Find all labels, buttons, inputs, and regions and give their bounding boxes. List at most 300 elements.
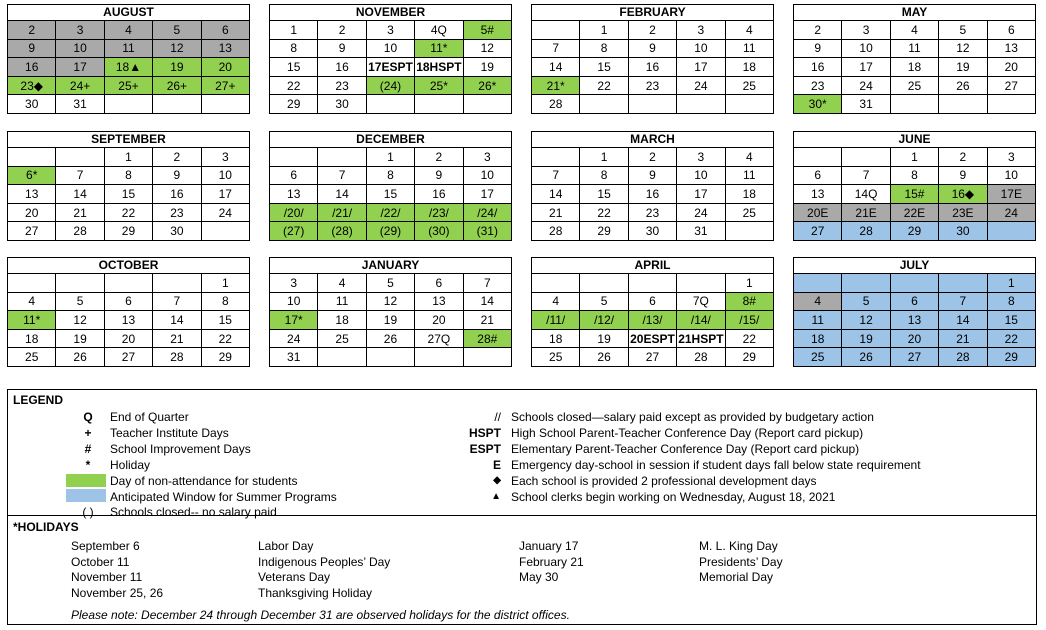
day-cell [532,21,580,40]
day-cell: 13 [415,292,463,311]
month-feb [531,4,774,114]
holiday-name: Indigenous Peoples’ Day [258,555,391,569]
day-cell: 29 [104,222,152,241]
day-cell: 31 [677,222,725,241]
day-cell: 9 [794,39,842,58]
day-cell: 3 [677,148,725,167]
day-cell [794,274,842,293]
day-cell: 1 [580,21,628,40]
day-cell: 23 [628,203,676,222]
triangle-icon: ▲ [491,491,501,502]
legend-text-clerks: School clerks begin working on Wednesday, August 18, 2021 [511,490,836,504]
day-cell: 30 [939,222,987,241]
day-cell: 30 [8,95,56,114]
month-title: SEPTEMBER [7,131,250,147]
holidays-note: Please note: December 24 through December 31 are observed holidays for the district offices. [71,608,570,622]
month-dec [269,131,512,241]
day-cell: 23 [794,76,842,95]
day-cell [201,95,249,114]
day-cell [987,95,1035,114]
day-cell: 16 [628,185,676,204]
day-cell: 11 [725,39,773,58]
day-cell: 5 [580,292,628,311]
holiday-date: November 25, 26 [71,586,164,600]
legend-text-espt: Elementary Parent-Teacher Conference Day (Report card pickup) [511,442,860,456]
day-cell: 18 [890,58,938,77]
month-apr [531,257,774,367]
day-cell: 22 [580,76,628,95]
day-cell: 1 [270,21,318,40]
day-cell: 4 [318,274,366,293]
legend-text-pd-days: Each school is provided 2 professional development days [511,474,817,488]
legend-swatch-non-attendance [66,474,106,487]
month-title: JANUARY [269,257,512,273]
day-cell: 17ESPT [366,58,414,77]
day-cell: 19 [939,58,987,77]
day-cell: 26 [842,348,890,367]
day-cell: 2 [628,148,676,167]
day-cell: 29 [987,348,1035,367]
day-cell: 29 [580,222,628,241]
day-cell: 27 [628,348,676,367]
day-cell: 21 [532,203,580,222]
day-cell: 3 [463,148,511,167]
day-cell: 5 [939,21,987,40]
day-cell: 25+ [104,76,152,95]
day-cell [415,95,463,114]
day-cell: 7 [153,292,201,311]
day-cell [725,222,773,241]
day-cell: 7 [532,39,580,58]
day-cell [153,95,201,114]
day-cell: 15 [366,185,414,204]
diamond-icon: ◆ [493,475,501,486]
day-cell: (27) [270,222,318,241]
day-cell: 28 [532,222,580,241]
day-cell: 11 [890,39,938,58]
day-cell: /15/ [725,311,773,330]
day-cell: 22 [104,203,152,222]
day-cell [415,348,463,367]
day-cell: 21 [939,329,987,348]
day-cell: 20 [8,203,56,222]
day-cell: 21 [463,311,511,330]
day-cell: 16 [153,185,201,204]
day-cell [677,95,725,114]
day-cell: 24 [842,76,890,95]
day-cell: 3 [201,148,249,167]
day-cell: 8 [987,292,1035,311]
day-cell: 3 [56,21,104,40]
holiday-name: Thanksgiving Holiday [258,586,373,600]
day-cell: 7Q [677,292,725,311]
legend-sym-hspt: HSPT [468,426,501,440]
day-cell: 28 [56,222,104,241]
day-cell: 8 [580,39,628,58]
day-cell: 15 [104,185,152,204]
day-cell: (28) [318,222,366,241]
day-cell: 2 [628,21,676,40]
day-cell: 10 [463,166,511,185]
day-cell: 28 [842,222,890,241]
day-cell: 7 [939,292,987,311]
day-cell: 17 [842,58,890,77]
day-cell: 18 [725,185,773,204]
month-title: OCTOBER [7,257,250,273]
day-cell: 2 [153,148,201,167]
day-cell: 28 [677,348,725,367]
day-cell [842,274,890,293]
day-cell [890,274,938,293]
day-cell: (30) [415,222,463,241]
legend-swatch-summer [66,489,106,502]
day-cell: 4 [725,148,773,167]
day-cell: 31 [842,95,890,114]
legend-text-closed-salary: Schools closed—salary paid except as provided by budgetary action [511,410,874,424]
day-cell [463,348,511,367]
day-cell: 27 [794,222,842,241]
day-cell: 17 [463,185,511,204]
legend-sym-institute: + [84,426,92,440]
day-cell: 10 [987,166,1035,185]
day-cell [8,148,56,167]
day-cell: /24/ [463,203,511,222]
day-cell: 21E [842,203,890,222]
day-cell [56,148,104,167]
legend-sym-holiday: * [85,458,91,472]
day-cell: 28 [153,348,201,367]
day-cell: 7 [56,166,104,185]
day-cell: /13/ [628,311,676,330]
day-cell: 26 [939,76,987,95]
day-cell: 5 [56,292,104,311]
day-cell: 12 [366,292,414,311]
day-cell [939,95,987,114]
day-cell: 24+ [56,76,104,95]
day-cell: 2 [939,148,987,167]
day-cell: 13 [201,39,249,58]
day-cell [463,95,511,114]
month-sep [7,131,250,241]
holiday-name: Memorial Day [699,570,774,584]
day-cell: 16 [794,58,842,77]
day-cell: 10 [366,39,414,58]
month-jul [793,257,1036,367]
day-cell: 9 [939,166,987,185]
legend-text-hspt: High School Parent-Teacher Conference Day (Report card pickup) [511,426,864,440]
day-cell: 15 [580,185,628,204]
day-cell: 12 [56,311,104,330]
day-cell [153,274,201,293]
month-title: MARCH [531,131,774,147]
day-cell: 14Q [842,185,890,204]
day-cell [318,148,366,167]
day-cell: 4 [725,21,773,40]
day-cell: 21 [153,329,201,348]
day-cell: /11/ [532,311,580,330]
day-cell: 24 [677,203,725,222]
day-cell: 3 [270,274,318,293]
day-cell: 14 [532,58,580,77]
month-title: NOVEMBER [269,4,512,20]
day-cell: 9 [318,39,366,58]
day-cell: 14 [463,292,511,311]
day-cell: 25* [415,76,463,95]
day-cell: 5# [463,21,511,40]
day-cell: 3 [677,21,725,40]
day-cell: 4 [104,21,152,40]
day-cell: 20 [415,311,463,330]
legend-text-institute: Teacher Institute Days [110,426,229,440]
day-cell: 2 [8,21,56,40]
legend-sym-espt: ESPT [469,442,501,456]
day-cell: 3 [987,148,1035,167]
day-cell: 4 [890,21,938,40]
day-cell: 11 [104,39,152,58]
legend-text-closed-no-salary: Schools closed-- no salary paid [110,505,277,519]
holiday-date: January 17 [519,539,579,553]
day-cell: 8# [725,292,773,311]
day-cell: 15# [890,185,938,204]
day-cell: 9 [153,166,201,185]
day-cell [201,222,249,241]
day-cell [366,348,414,367]
day-cell: 19 [366,311,414,330]
month-oct [7,257,250,367]
day-cell: 13 [890,311,938,330]
day-cell: 17E [987,185,1035,204]
day-cell: 8 [580,166,628,185]
day-cell: 11 [318,292,366,311]
day-cell: 17 [56,58,104,77]
day-cell: 12 [463,39,511,58]
day-cell: 22 [270,76,318,95]
legend-text-emergency: Emergency day-school in session if student days fall below state requirement [511,458,921,472]
day-cell: 4Q [415,21,463,40]
legend-title: LEGEND [13,393,64,407]
day-cell [890,95,938,114]
day-cell: 6* [8,166,56,185]
holiday-date: November 11 [71,570,143,584]
day-cell: 14 [532,185,580,204]
holiday-date: September 6 [71,539,140,553]
day-cell: 13 [794,185,842,204]
day-cell: 12 [153,39,201,58]
month-title: JULY [793,257,1036,273]
day-cell: 30 [318,95,366,114]
day-cell: 5 [153,21,201,40]
day-cell: /22/ [366,203,414,222]
day-cell [580,274,628,293]
day-cell: 24 [987,203,1035,222]
day-cell: 4 [794,292,842,311]
day-cell: 1 [987,274,1035,293]
day-cell: 23 [153,203,201,222]
day-cell: 26 [366,329,414,348]
day-cell: 26+ [153,76,201,95]
day-cell [532,148,580,167]
day-cell: (24) [366,76,414,95]
holiday-name: Labor Day [258,539,314,553]
day-cell [725,95,773,114]
holiday-date: October 11 [71,555,130,569]
day-cell: 23 [628,76,676,95]
day-cell: 8 [104,166,152,185]
day-cell: 1 [890,148,938,167]
day-cell: 25 [725,203,773,222]
day-cell: 6 [794,166,842,185]
day-cell: 27 [8,222,56,241]
day-cell: 8 [201,292,249,311]
day-cell: 6 [890,292,938,311]
day-cell: 2 [318,21,366,40]
day-cell: 18HSPT [415,58,463,77]
day-cell: 6 [201,21,249,40]
day-cell: 3 [366,21,414,40]
day-cell: 25 [532,348,580,367]
day-cell: 29 [890,222,938,241]
day-cell: 19 [580,329,628,348]
day-cell: 22 [987,329,1035,348]
day-cell: 11* [8,311,56,330]
day-cell: 8 [270,39,318,58]
day-cell: 7 [318,166,366,185]
day-cell: 25 [890,76,938,95]
day-cell: 5 [842,292,890,311]
day-cell: 22E [890,203,938,222]
day-cell: 9 [628,39,676,58]
day-cell: 4 [8,292,56,311]
day-cell: 1 [366,148,414,167]
day-cell: 28# [463,329,511,348]
day-cell: /12/ [580,311,628,330]
day-cell: 10 [842,39,890,58]
day-cell: 28 [532,95,580,114]
day-cell: 10 [677,39,725,58]
day-cell: 20 [987,58,1035,77]
day-cell: 27Q [415,329,463,348]
day-cell: 19 [463,58,511,77]
day-cell: 15 [987,311,1035,330]
day-cell: 31 [56,95,104,114]
day-cell: 17* [270,311,318,330]
legend-text-summer: Anticipated Window for Summer Programs [110,490,337,504]
day-cell: /21/ [318,203,366,222]
holiday-date: May 30 [519,570,559,584]
day-cell [270,148,318,167]
month-title: APRIL [531,257,774,273]
day-cell: 25 [8,348,56,367]
day-cell [794,148,842,167]
day-cell: 22 [725,329,773,348]
legend-text-improvement: School Improvement Days [110,442,251,456]
day-cell: 11 [794,311,842,330]
legend-text-quarter: End of Quarter [110,410,189,424]
day-cell: 13 [8,185,56,204]
day-cell: 28 [939,348,987,367]
day-cell: 1 [201,274,249,293]
day-cell: 9 [415,166,463,185]
day-cell: 29 [270,95,318,114]
day-cell [677,274,725,293]
day-cell: 27+ [201,76,249,95]
day-cell: (29) [366,222,414,241]
day-cell: 15 [201,311,249,330]
day-cell: 3 [842,21,890,40]
day-cell: 12 [939,39,987,58]
day-cell: 13 [270,185,318,204]
day-cell [104,95,152,114]
day-cell: 7 [842,166,890,185]
holiday-date: February 21 [519,555,584,569]
day-cell: 5 [366,274,414,293]
legend-sym-emergency: E [492,458,501,472]
day-cell: 12 [842,311,890,330]
day-cell: 25 [725,76,773,95]
holidays-box [7,515,1037,625]
day-cell: 15 [580,58,628,77]
day-cell: /20/ [270,203,318,222]
day-cell [628,95,676,114]
day-cell: 25 [318,329,366,348]
day-cell: 1 [580,148,628,167]
day-cell: 18 [794,329,842,348]
day-cell: 14 [153,311,201,330]
day-cell: 10 [677,166,725,185]
month-jan [269,257,512,367]
day-cell: 21* [532,76,580,95]
day-cell: 29 [725,348,773,367]
day-cell: 20 [201,58,249,77]
month-title: DECEMBER [269,131,512,147]
day-cell: 24 [677,76,725,95]
legend-box [7,389,1037,519]
day-cell: 26 [580,348,628,367]
day-cell: 30 [153,222,201,241]
day-cell: 20 [104,329,152,348]
day-cell: 7 [532,166,580,185]
day-cell: 18 [725,58,773,77]
day-cell: 9 [628,166,676,185]
day-cell: 6 [628,292,676,311]
day-cell: 16 [628,58,676,77]
day-cell: 19 [153,58,201,77]
day-cell [987,222,1035,241]
day-cell [56,274,104,293]
month-title: JUNE [793,131,1036,147]
month-may [793,4,1036,114]
day-cell: 18 [318,311,366,330]
day-cell: 26* [463,76,511,95]
day-cell: /23/ [415,203,463,222]
legend-sym-closed-salary: // [494,410,501,424]
day-cell: 19 [842,329,890,348]
day-cell: 16 [8,58,56,77]
day-cell: 16◆ [939,185,987,204]
day-cell: 26 [56,348,104,367]
day-cell: 6 [270,166,318,185]
month-mar [531,131,774,241]
day-cell: 27 [890,348,938,367]
day-cell: 7 [463,274,511,293]
day-cell: 4 [532,292,580,311]
day-cell [628,274,676,293]
day-cell: 16 [415,185,463,204]
day-cell: 14 [939,311,987,330]
day-cell: 23◆ [8,76,56,95]
day-cell [532,274,580,293]
day-cell: 18▲ [104,58,152,77]
